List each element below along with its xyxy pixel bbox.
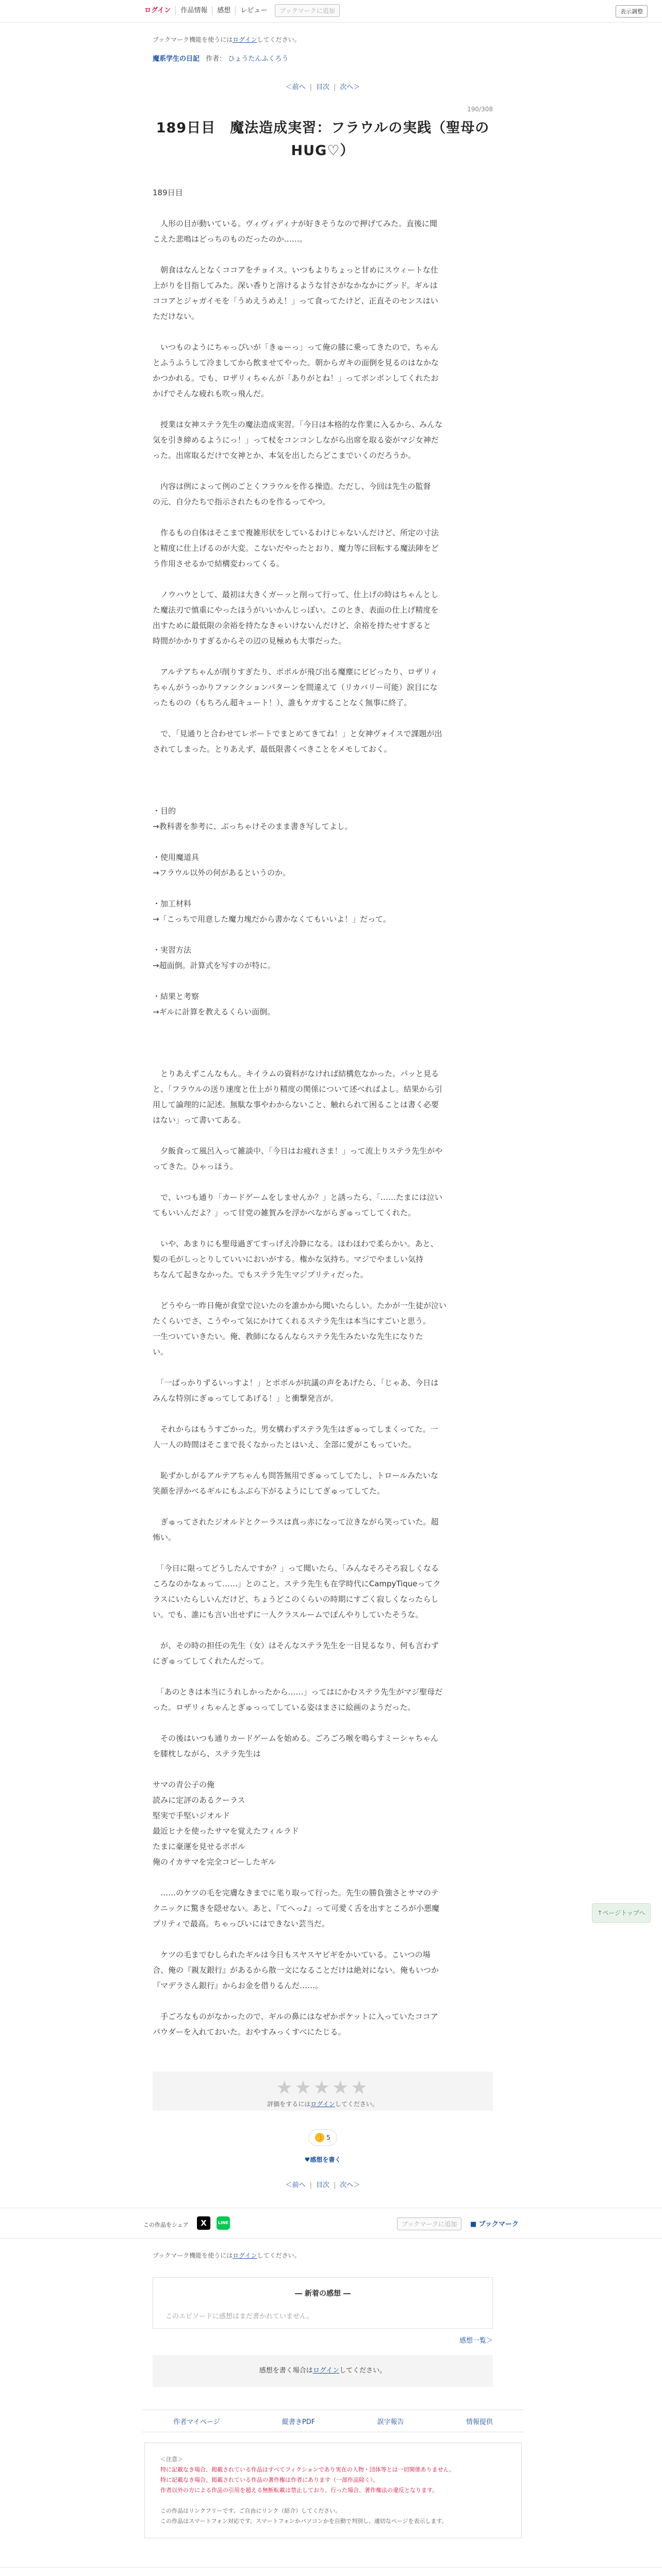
body-line: にぎゅってしてくれたんだって。 xyxy=(153,1656,269,1666)
body-line: 人一人の時間はそこまで長くなかったとはいえ、全部に愛がこもっていた。 xyxy=(153,1440,416,1449)
body-line: ・実習方法 xyxy=(153,945,192,955)
body-blank-line xyxy=(153,1406,493,1421)
body-line: 用して論理的に記述。無駄な事やわからないこと、触れられて困ることは書く必要 xyxy=(153,1100,439,1109)
body-line: それからはもうすごかった。男女構わずステラ先生はぎゅってしまくってた。一 xyxy=(153,1425,438,1434)
pager-separator: | xyxy=(309,83,312,91)
body-line: 189日目 xyxy=(153,188,183,197)
body-line: →ギルに計算を教えるくらい面倒。 xyxy=(153,1007,275,1016)
episode-title xyxy=(153,117,493,162)
body-line: ったものの（もちろん超キュート！）、誰もケガすることなく無事に終了。 xyxy=(153,698,412,707)
vertical-pdf-link[interactable]: 縦書きPDF xyxy=(282,2418,316,2426)
body-line: 一生ついていきたい。俺、教師になるんならステラ先生みたいな先生になりた xyxy=(153,1332,423,1341)
pager-separator: | xyxy=(334,83,336,91)
body-blank-line xyxy=(153,510,493,525)
body-blank-line xyxy=(153,401,493,417)
body-line: た魔法刃で慎重にやったほうがいいかんじっぽい。このとき、表面の仕上げ精度を xyxy=(153,605,439,615)
bookmark-notice-prefix: ブックマーク機能を使うには xyxy=(153,2252,233,2259)
body-line: とふうふうして冷ましてから飲ませてやった。朝からガキの面倒を見るのはなかな xyxy=(153,358,439,367)
body-blank-line xyxy=(153,1669,493,1684)
bookmark-notice xyxy=(153,2251,493,2260)
share-label: この作品をシェア xyxy=(143,2222,189,2228)
next-link[interactable]: 次へ＞ xyxy=(340,2181,360,2189)
author-link[interactable]: ひょうたんふくろう xyxy=(228,55,289,63)
body-line: ぎゅってされたジオルドとクーラスは真っ赤になって泣きながら笑っていた。超 xyxy=(153,1517,439,1527)
body-line: 時間がかかりすぎるからその辺の見極めも大事だった。 xyxy=(153,636,346,646)
body-line: ココアとジャガイモを「うめえうめえ！」って食ってたけど、正直そのセンスはい xyxy=(153,296,438,306)
body-blank-line xyxy=(153,200,493,216)
write-impression-box xyxy=(153,2355,493,2387)
impressions-more-link[interactable]: 感想一覧＞ xyxy=(459,2337,493,2345)
body-blank-line xyxy=(153,1499,493,1514)
rating-login-link[interactable]: ログイン xyxy=(310,2100,335,2108)
body-line: 最近ヒナを使ったサマを覚えたフィルラド xyxy=(153,1826,299,1836)
body-blank-line xyxy=(153,757,493,772)
bookmark-add-button[interactable]: ブックマークに追加 xyxy=(397,2217,461,2230)
info-report-link[interactable]: 情報提供 xyxy=(466,2418,493,2426)
body-line: 「あのときは本当にうれしかったから……」ってはにかむステラ先生がマジ聖母だ xyxy=(153,1687,443,1697)
page-count: 190/308 xyxy=(467,106,493,113)
body-blank-line xyxy=(153,1020,493,1035)
body-line: が、その時の担任の先生（女）はそんなステラ先生を一目見るなり、何も言わず xyxy=(153,1641,439,1650)
body-blank-line xyxy=(153,1174,493,1190)
body-blank-line xyxy=(153,324,493,340)
impressions-title: ― 新着の感想 ― xyxy=(295,2290,351,2298)
write-box-login-link[interactable]: ログイン xyxy=(312,2367,340,2375)
body-line: ・加工材料 xyxy=(153,899,192,908)
bookmark-notice-suffix: してください。 xyxy=(257,36,301,43)
page-top-button[interactable]: ↑ページトップへ xyxy=(592,1903,651,1923)
body-line: とりあえずこんなもん。キイラムの資料がなければ結構危なかった。パッと見る xyxy=(153,1069,439,1078)
body-blank-line xyxy=(153,1715,493,1731)
caution-line: この作品はリンクフリーです。ご自由にリンク（紹介）してください。 xyxy=(160,2507,341,2514)
body-line: う作用させるかで結構変わってくる。 xyxy=(153,559,284,568)
bookmark-notice-suffix: してください。 xyxy=(257,2252,301,2259)
impressions-box xyxy=(153,2277,493,2329)
body-line: った。ロザリィちゃんとぎゅっってしている姿はまさに絵画のようだった。 xyxy=(153,1703,416,1712)
body-line: サマの青公子の俺 xyxy=(153,1780,215,1789)
bookmark-notice xyxy=(153,35,493,44)
body-line: 「一ぱっかりずるいっすよ！」とポポルが抗議の声をあげたら、「じゃあ、今日は xyxy=(153,1378,439,1387)
body-line: で、いつも通り「カードゲームをしませんか？」と誘ったら、「……たまには泣い xyxy=(153,1193,442,1202)
rating-note-prefix: 評価をするには xyxy=(267,2100,311,2108)
body-line: 気を引き締めるようにっ！」って杖をコンコンしながら出席を取る姿がマジ女神だ xyxy=(153,435,439,445)
like-button[interactable] xyxy=(308,2129,337,2146)
bookmark-link[interactable]: ■ ブックマーク xyxy=(470,2221,519,2228)
like-wrap xyxy=(153,2129,493,2146)
episode-title-line1: 189日目 魔法造成実習：フラウルの実践（聖母の xyxy=(156,120,490,136)
body-blank-line xyxy=(153,927,493,942)
body-line: の元、自分たちで指示されたものを作るってやつ。 xyxy=(153,497,330,506)
body-line: 「今日に限ってどうしたんですか？」って聞いたら、「みんなそろそろ寂しくなる xyxy=(153,1564,439,1573)
body-line: 髪の毛がしっとりしていいにおいがする。権かな気持ち。マジでやましい気持 xyxy=(153,1255,424,1264)
author-label: 作者： xyxy=(206,55,226,63)
bookmark-login-link[interactable]: ログイン xyxy=(233,36,257,43)
body-line: アルテアちゃんが削りすぎたり、ポポルが飛び出る魔塵にビビったり、ロザリィ xyxy=(153,667,438,676)
body-line: と精度に仕上げるのが大変。こないだやったとおり、魔力等に回転する魔法陣をど xyxy=(153,544,439,553)
bookmark-login-link[interactable]: ログイン xyxy=(233,2252,257,2259)
body-blank-line xyxy=(153,788,493,803)
caution-line: 特に記載なき場合、掲載されている作品はすべてフィクションであり実在の人物・団体等とは一切関係ありません。 xyxy=(160,2466,455,2473)
toc-link[interactable]: 目次 xyxy=(316,83,329,91)
body-line: 授業は女神ステラ先生の魔法造成実習。「今日は本格的な作業に入るから、みんな xyxy=(153,420,443,429)
work-info-link[interactable]: 作品情報 xyxy=(176,6,212,15)
line-share-icon[interactable]: LINE xyxy=(217,2216,230,2230)
body-line: どうやら一昨日俺が食堂で泣いたのを誰かから聞いたらしい。たかが一生徒が泣い xyxy=(153,1301,447,1310)
body-line: 朝食はなんとなくココアをチョイス。いつもよりちょっと甘めにスウィートな仕 xyxy=(153,265,438,275)
body-line: こえた悲鳴はどっちのものだったのか……。 xyxy=(153,234,307,244)
body-blank-line xyxy=(153,1622,493,1638)
body-line: いや、あまりにも聖母過ぎてすっげえ冷静になる。ほわほわで柔らかい。あと、 xyxy=(153,1239,438,1248)
body-line: ノウハウとして、最初は大きくガーッと削って行って、仕上げの時はちゃんとし xyxy=(153,590,439,599)
episode-body xyxy=(153,185,493,2040)
body-line: みんな特別にぎゅってしてあげる！」と衝撃発言が。 xyxy=(153,1394,339,1403)
caution-line: この作品はスマートフォン対応です。スマートフォンかパソコンかを自動で判別し、適切なページを表示します。 xyxy=(160,2518,448,2524)
body-blank-line xyxy=(153,1452,493,1468)
body-blank-line xyxy=(153,1221,493,1236)
body-line: ちゃんがうっかりファンクションパターンを間違えて（リカバリー可能）涙目にな xyxy=(153,683,438,692)
body-line: 作るもの自体はそこまで複雑形状をしているわけじゃないんだけど、所定の寸法 xyxy=(153,528,439,537)
body-line: 合、俺の『親友銀行』があるから散一文になることだけは絶対にない。俺もいつか xyxy=(153,1965,439,1975)
body-line: 上がりを目指してみた。深い香りと溶けるような甘さがなかなかにグッド。ギルは xyxy=(153,281,438,290)
series-line xyxy=(153,53,493,63)
body-blank-line xyxy=(153,571,493,587)
body-blank-line xyxy=(153,1050,493,1066)
body-line: い。 xyxy=(153,1347,169,1357)
x-share-icon[interactable]: X xyxy=(197,2216,210,2230)
review-link[interactable]: レビュー xyxy=(240,6,268,14)
toc-link[interactable]: 目次 xyxy=(316,2181,329,2189)
body-line: クニックに驚きを隠せない。あと、『てへっ♪』って可愛く舌を出すところが小悪魔 xyxy=(153,1904,440,1913)
body-line: てもいいんだよ？」って甘党の雑賀みを浮かべながらぎゅってしてくれた。 xyxy=(153,1208,416,1217)
series-title-link[interactable]: 魔系学生の日記 xyxy=(153,55,200,63)
body-blank-line xyxy=(153,1931,493,1947)
body-line: →「こっちで用意した魔力塊だから書かなくてもいいよ！」だって。 xyxy=(153,914,391,924)
impressions-empty: このエピソードに感想はまだ書かれていません。 xyxy=(166,2313,313,2320)
bookmark-add-button[interactable]: ブックマークに追加 xyxy=(275,4,339,17)
episode-title-line2: HUG♡） xyxy=(291,143,355,159)
pager-separator: | xyxy=(334,2181,336,2189)
body-blank-line xyxy=(153,1545,493,1561)
rating-note xyxy=(153,2099,493,2108)
prev-link[interactable]: ＜前へ xyxy=(285,2181,306,2189)
prev-link[interactable]: ＜前へ xyxy=(285,83,306,91)
body-line: ……のケツの毛を完膚なきまでに毟り取って行った。先生の勝負強さとサマのテ xyxy=(153,1888,439,1897)
body-line: ・使用魔道具 xyxy=(153,853,200,862)
body-line: 怖い。 xyxy=(153,1533,176,1542)
body-line: かげでそんな疲れも吹っ飛んだ。 xyxy=(153,389,269,398)
rating-box xyxy=(153,2072,493,2111)
body-line: で、「見通りと合わせてレポートでまとめてきてね！」と女神ヴォイスで課題が出 xyxy=(153,729,442,738)
pager-separator: | xyxy=(309,2181,312,2189)
body-blank-line xyxy=(153,247,493,262)
bottom-nav xyxy=(0,2567,662,2576)
body-line: →教科書を参考に、ぶっちゃけそのまま書き写してよし。 xyxy=(153,822,353,831)
body-line: 読みに定評のあるクーラス xyxy=(153,1795,245,1805)
write-box-suffix: してください。 xyxy=(339,2367,387,2375)
write-box-prefix: 感想を書く場合は xyxy=(259,2367,313,2375)
body-blank-line xyxy=(153,1761,493,1777)
body-line: 出すために最低限の余裕を持たなきゃいけないんだけど、余裕を持たせすぎると xyxy=(153,621,432,630)
body-line: 内容は例によって例のごとくフラウルを作る操造。ただし、今回は先生の監督 xyxy=(153,482,431,491)
body-blank-line xyxy=(153,649,493,664)
pager-bottom xyxy=(153,2179,493,2189)
caution-line: 作者以外の方による作品の引用を超える無断転載は禁止しており、行った場合、著作権法の違反となります。 xyxy=(160,2487,438,2494)
body-line: ケツの毛までむしられたギルは今日もスヤスヤピギをかいている。こいつの場 xyxy=(153,1950,431,1959)
next-link[interactable]: 次へ＞ xyxy=(340,83,360,91)
body-line: たまに豪運を見せるポポル xyxy=(153,1842,246,1851)
display-settings-button[interactable]: 表示調整 xyxy=(616,5,648,18)
body-line: →フラウル以外の何があるというのか。 xyxy=(153,868,291,877)
body-line: →超面倒。計算式を写すのが特に。 xyxy=(153,961,275,970)
impressions-section xyxy=(153,2251,493,2387)
author-mypage-link[interactable]: 作者マイページ xyxy=(173,2418,220,2426)
share-bar xyxy=(0,2208,662,2239)
impressions-link[interactable]: 感想 xyxy=(212,6,236,15)
body-blank-line xyxy=(153,710,493,726)
body-blank-line xyxy=(153,1870,493,1885)
body-line: 手ごろなものがなかったので、ギルの鼻にはなぜかポケットに入っていたココア xyxy=(153,2012,438,2021)
bookmark-notice-prefix: ブックマーク機能を使うには xyxy=(153,36,233,43)
body-line: と、「フラウルの送り速度と仕上がり精度の関係について述べればよし。結果から引 xyxy=(153,1084,442,1094)
body-blank-line xyxy=(153,772,493,788)
caution-line: 特に記載なき場合、掲載されている作品の著作権は作者にあります（一部作品除く）。 xyxy=(160,2477,379,2483)
rating-stars[interactable]: ★★★★★ xyxy=(276,2077,370,2098)
body-line: 堅実で手堅いジオルド xyxy=(153,1811,230,1820)
body-line: ってきた。ひゃっほう。 xyxy=(153,1162,238,1171)
body-line: を膝枕しながら、ステラ先生は xyxy=(153,1749,261,1758)
write-impression-link[interactable]: ♥感想を書く xyxy=(304,2156,341,2163)
pager-top xyxy=(153,81,493,91)
typo-report-link[interactable]: 誤字報告 xyxy=(377,2418,404,2426)
body-line: ラスにいたらしいんだけど、ちょうどこのくらいの時期にすごく寂しくなったらし xyxy=(153,1595,439,1604)
body-line: されてしまった。とりあえず、最低限書くべきことをメモしておく。 xyxy=(153,744,392,754)
body-line: 俺のイカサマを完全コピーしたギル xyxy=(153,1857,276,1867)
body-line: い。でも、誰にも言い出せずに一人クラスルームでぽんやりしていたそうな。 xyxy=(153,1610,423,1619)
caution-heading: ＜注意＞ xyxy=(160,2456,183,2463)
body-line: ・結果と考察 xyxy=(153,992,200,1001)
body-line: 笑顔を浮かべるギルにもふぶら下がるようにしてぎゅってしてた。 xyxy=(153,1486,385,1496)
body-blank-line xyxy=(153,463,493,479)
body-line: その後はいつも通りカードゲームを始める。ごろごろ喉を鳴らすミーシャちゃん xyxy=(153,1734,439,1743)
body-line: ・目的 xyxy=(153,806,176,816)
body-line: った。出席取るだけで女神とか、本気を出したらどこまでいくのだろうか。 xyxy=(153,451,416,460)
body-line: 人形の目が動いている。ヴィヴィディナが好きそうなので押げてみた。直後に聞 xyxy=(153,219,438,228)
body-line: プリティで最高。ちゃっぴいにはできない芸当だ。 xyxy=(153,1919,329,1928)
body-blank-line xyxy=(153,1282,493,1298)
rating-note-suffix: してください。 xyxy=(335,2100,378,2108)
main-content xyxy=(153,35,493,2189)
body-blank-line xyxy=(153,834,493,850)
caution-box xyxy=(144,2443,522,2538)
body-line: ころなのかなぁって……」とのこと。ステラ先生も在学時代にCampyTiqueってク xyxy=(153,1579,441,1588)
like-count: 5 xyxy=(326,2134,330,2141)
body-blank-line xyxy=(153,1128,493,1143)
top-bar xyxy=(0,0,662,23)
body-line: ちなんて起きなかった。でもステラ先生マジプリティだった。 xyxy=(153,1270,368,1279)
body-line: かつかれる。でも、ロザリィちゃんが「ありがとね！」ってポンポンしてくれたお xyxy=(153,374,439,383)
body-line: 夕飯食って風呂入って雑談中、「今日はお疲れさま！」って流上りステラ先生がや xyxy=(153,1146,443,1156)
body-blank-line xyxy=(153,880,493,896)
login-link[interactable]: ログイン xyxy=(144,6,176,15)
body-line: いつものようにちゃっぴいが「きゅーっ」って俺の膝に乗ってきたので、ちゃん xyxy=(153,343,439,352)
body-blank-line xyxy=(153,1993,493,2009)
body-blank-line xyxy=(153,1035,493,1050)
body-blank-line xyxy=(153,973,493,989)
body-blank-line xyxy=(153,1360,493,1375)
body-line: 恥ずかしがるアルテアちゃんも問答無用でぎゅってしてたし、トロールみたいな xyxy=(153,1471,439,1480)
body-line: ただけない。 xyxy=(153,312,200,321)
caution-gap xyxy=(160,2496,506,2506)
body-line: パウダーを入れておいた。おやすみっくすべにたじる。 xyxy=(153,2027,346,2037)
body-line: 『マデラさん銀行』からお金を借りるんだ……。 xyxy=(153,1981,323,1990)
body-line: はない」って書いてある。 xyxy=(153,1115,246,1125)
footer-links xyxy=(142,2410,524,2432)
thumbs-up-icon: 👍 xyxy=(315,2133,324,2142)
top-nav xyxy=(144,4,340,17)
body-line: たくらいでさ、こうやって気にかけてくれるステラ先生は本当にすごいと思う。 xyxy=(153,1316,431,1326)
